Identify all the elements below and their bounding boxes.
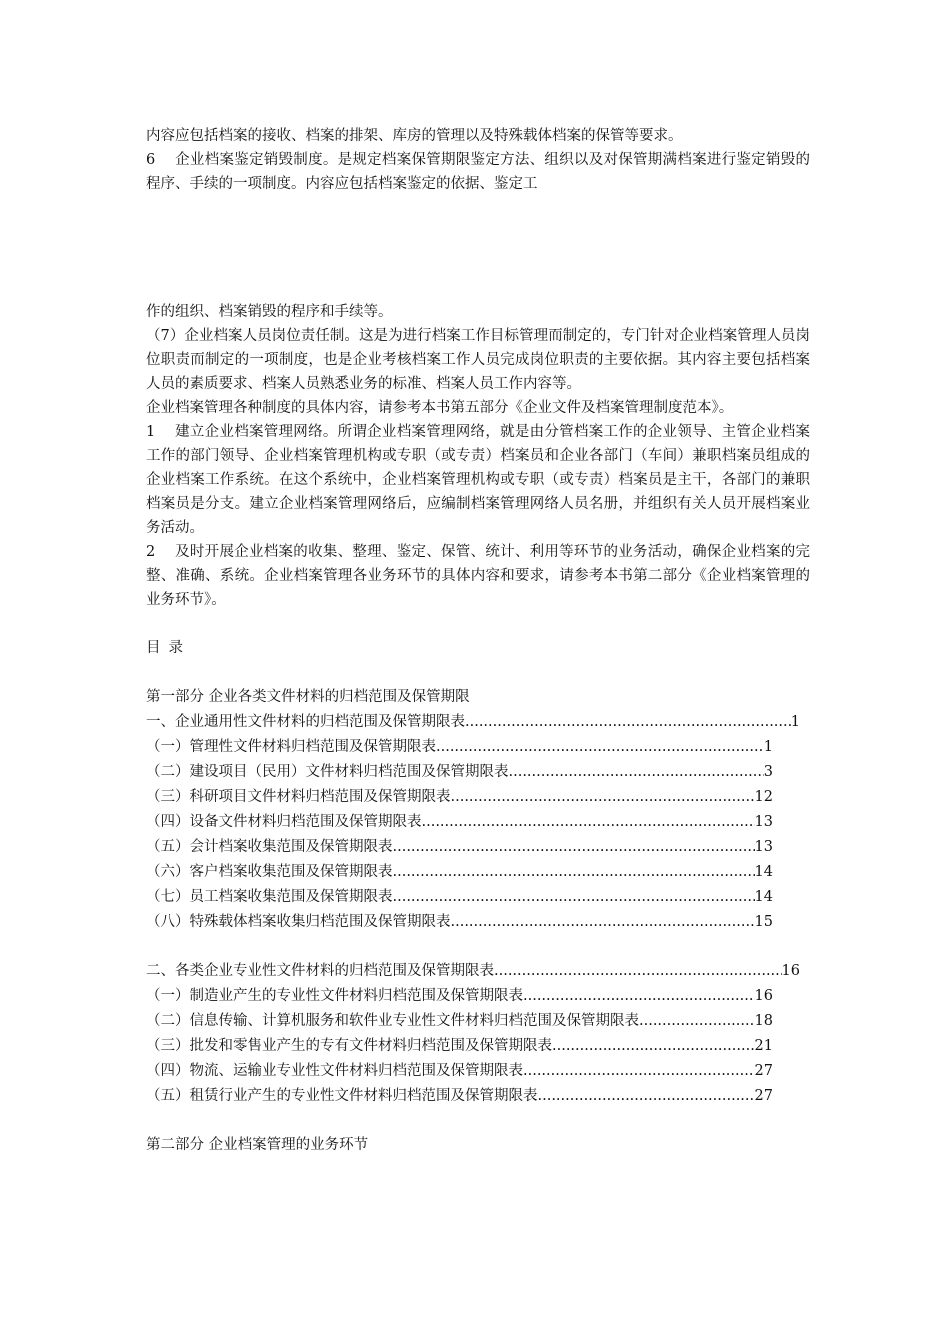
toc-leader [509,760,764,785]
toc-title: 目录 [146,640,191,656]
paragraph: （7）企业档案人员岗位责任制。这是为进行档案工作目标管理而制定的，专门针对企业档案管理人员岗位职责而制定的一项制度，也是企业考核档案工作人员完成岗位职责的主要依据。其内容主要包括档案人员的素质要求、档案人员熟悉业务的标准、档案人员工作内容等。 [146,328,810,392]
toc-subentry-page: 14 [754,889,773,905]
toc-subentry-label: （一）管理性文件材料归档范围及保管期限表 [146,739,436,755]
toc-subentry-label: （八）特殊载体档案收集归档范围及保管期限表 [146,914,451,930]
toc-leader [538,1084,755,1109]
toc-leader [393,860,755,885]
toc-part-heading: 第二部分 企业档案管理的业务环节 [146,1137,369,1153]
toc-subentry-label: （二）建设项目（民用）文件材料归档范围及保管期限表 [146,764,509,780]
toc-subentry[interactable] [146,1084,773,1109]
toc-leader [451,910,755,935]
toc-part-heading: 第一部分 企业各类文件材料的归档范围及保管期限 [146,689,470,705]
toc-leader [465,710,791,735]
toc-subentry-label: （六）客户档案收集范围及保管期限表 [146,864,393,880]
toc-subentry-page: 21 [754,1038,773,1054]
toc-leader [451,785,755,810]
toc-subentry[interactable] [146,1009,773,1034]
paragraph: 企业档案管理各种制度的具体内容，请参考本书第五部分《企业文件及档案管理制度范本》。 [146,400,734,416]
toc-subentry[interactable] [146,1059,773,1084]
toc-subentry[interactable] [146,785,773,810]
toc-subentry-label: （三）批发和零售业产生的专有文件材料归档范围及保管期限表 [146,1038,552,1054]
toc-subentry-label: （五）会计档案收集范围及保管期限表 [146,839,393,855]
toc-entry-page: 1 [790,714,800,730]
toc-entry[interactable] [146,710,800,735]
toc-subentry-label: （七）员工档案收集范围及保管期限表 [146,889,393,905]
toc-entry[interactable] [146,959,800,984]
toc-subentry-label: （三）科研项目文件材料归档范围及保管期限表 [146,789,451,805]
toc-subentry[interactable] [146,860,773,885]
toc-leader [393,885,755,910]
paragraph: 2 及时开展企业档案的收集、整理、鉴定、保管、统计、利用等环节的业务活动，确保企业档案的完整、准确、系统。企业档案管理各业务环节的具体内容和要求，请参考本书第二部分《企业档案管理的业务环节》。 [146,544,810,608]
toc-subentry-label: （一）制造业产生的专业性文件材料归档范围及保管期限表 [146,988,523,1004]
toc-subentry-page: 27 [754,1088,773,1104]
toc-subentry-page: 13 [754,814,773,830]
toc-subentry-page: 13 [754,839,773,855]
paragraph: 6 企业档案鉴定销毁制度。是规定档案保管期限鉴定方法、组织以及对保管期满档案进行鉴定销毁的程序、手续的一项制度。内容应包括档案鉴定的依据、鉴定工 [146,152,810,192]
toc-subentry-label: （四）设备文件材料归档范围及保管期限表 [146,814,422,830]
toc-subentry-label: （四）物流、运输业专业性文件材料归档范围及保管期限表 [146,1063,523,1079]
paragraph: 1 建立企业档案管理网络。所谓企业档案管理网络，就是由分管档案工作的企业领导、主管企业档案工作的部门领导、企业档案管理机构或专职（或专责）档案员和企业各部门（车间）兼职档案员组成的企业档案工作系统。在这个系统中，企业档案管理机构或专职（或专责）档案员是主干，各部门的兼职档案员是分支。建立企业档案管理网络后，应编制档案管理网络人员名册，并组织有关人员开展档案业务活动。 [146,424,810,536]
toc-subentry[interactable] [146,760,773,785]
toc-subentry-page: 15 [754,914,773,930]
toc-subentry-label: （二）信息传输、计算机服务和软件业专业性文件材料归档范围及保管期限表 [146,1013,639,1029]
toc-subentry-page: 14 [754,864,773,880]
toc-subentry-label: （五）租赁行业产生的专业性文件材料归档范围及保管期限表 [146,1088,538,1104]
toc-subentry-page: 3 [763,764,773,780]
toc-subentry-page: 27 [754,1063,773,1079]
toc-leader [436,735,764,760]
toc-leader [523,1059,755,1084]
toc-leader [639,1009,755,1034]
document-page [146,124,810,1158]
toc-subentry[interactable] [146,735,773,760]
paragraph: 内容应包括档案的接收、档案的排架、库房的管理以及特殊载体档案的保管等要求。 [146,128,683,144]
toc-subentry-page: 18 [754,1013,773,1029]
toc-leader [523,984,755,1009]
toc-subentry[interactable] [146,984,773,1009]
toc-entry-label: 一、企业通用性文件材料的归档范围及保管期限表 [146,714,465,730]
toc-entry-page: 16 [781,963,800,979]
paragraph: 作的组织、档案销毁的程序和手续等。 [146,304,393,320]
toc-subentry-page: 1 [763,739,773,755]
toc-leader [552,1034,755,1059]
toc-subentry[interactable] [146,910,773,935]
toc-leader [494,959,782,984]
toc-subentry[interactable] [146,885,773,910]
toc-entry-label: 二、各类企业专业性文件材料的归档范围及保管期限表 [146,963,494,979]
page-break-gap [146,196,810,300]
toc-subentry-page: 16 [754,988,773,1004]
toc-leader [393,835,755,860]
toc-subentry[interactable] [146,1034,773,1059]
toc-subentry[interactable] [146,835,773,860]
toc-leader [422,810,755,835]
toc-subentry[interactable] [146,810,773,835]
toc-subentry-page: 12 [754,789,773,805]
